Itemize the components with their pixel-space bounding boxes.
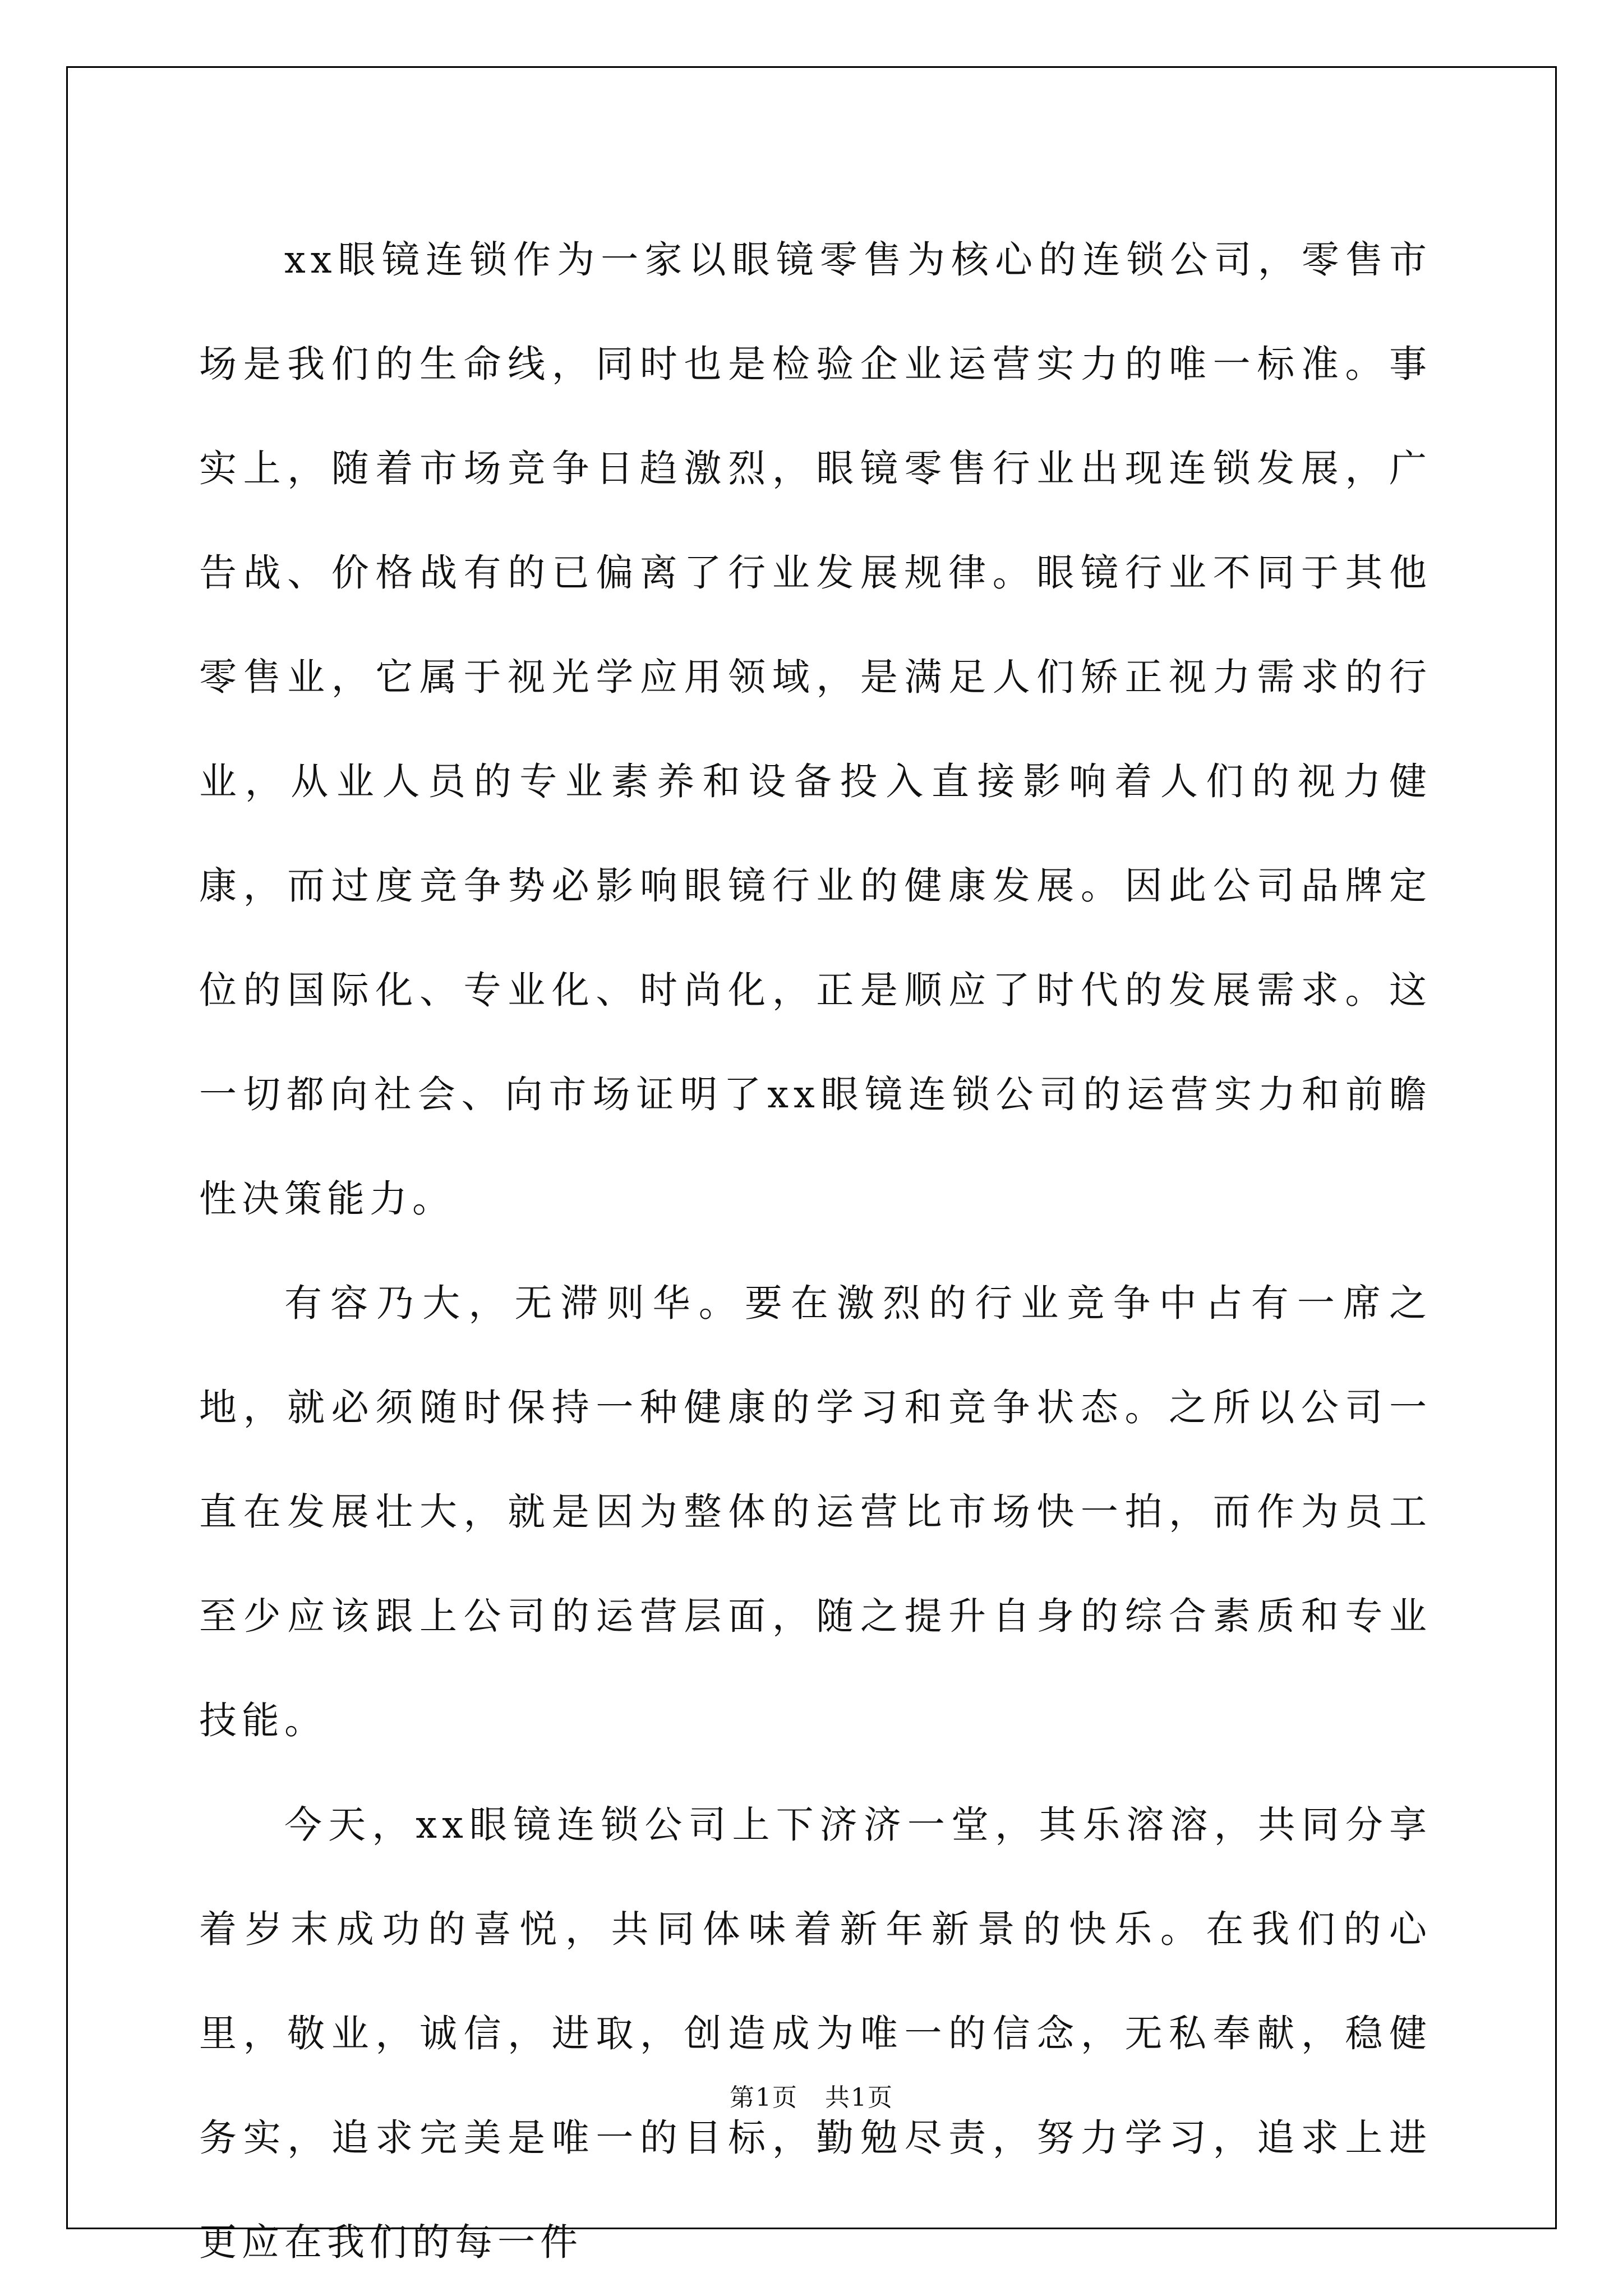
paragraph-2: 有容乃大，无滞则华。要在激烈的行业竞争中占有一席之地，就必须随时保持一种健康的学习和竞争状态。之所以公司一直在发展壮大，就是因为整体的运营比市场快一拍，而作为员工至少应该跟上公司的运营层面，随之提升自身的综合素质和专业技能。 — [199, 1281, 1432, 1742]
page-footer: 第1页 共1页 — [730, 2083, 893, 2112]
paragraph-3: 今天，xx眼镜连锁公司上下济济一堂，其乐溶溶，共同分享着岁末成功的喜悦，共同体味着新年新景的快乐。在我们的心里，敬业，诚信，进取，创造成为唯一的信念，无私奉献，稳健务实，追求完美是唯一的目标，勤勉尽责，努力学习，追求上进更应在我们的每一件 — [199, 1803, 1432, 2264]
document-body — [199, 208, 1432, 2294]
paragraph-1: xx眼镜连锁作为一家以眼镜零售为核心的连锁公司，零售市场是我们的生命线，同时也是检验企业运营实力的唯一标准。事实上，随着市场竞争日趋激烈，眼镜零售行业出现连锁发展，广告战、价格战有的已偏离了行业发展规律。眼镜行业不同于其他零售业，它属于视光学应用领域，是满足人们矫正视力需求的行业，从业人员的专业素养和设备投入直接影响着人们的视力健康，而过度竞争势必影响眼镜行业的健康发展。因此公司品牌定位的国际化、专业化、时尚化，正是顺应了时代的发展需求。这一切都向社会、向市场证明了xx眼镜连锁公司的运营实力和前瞻性决策能力。 — [199, 238, 1432, 1221]
